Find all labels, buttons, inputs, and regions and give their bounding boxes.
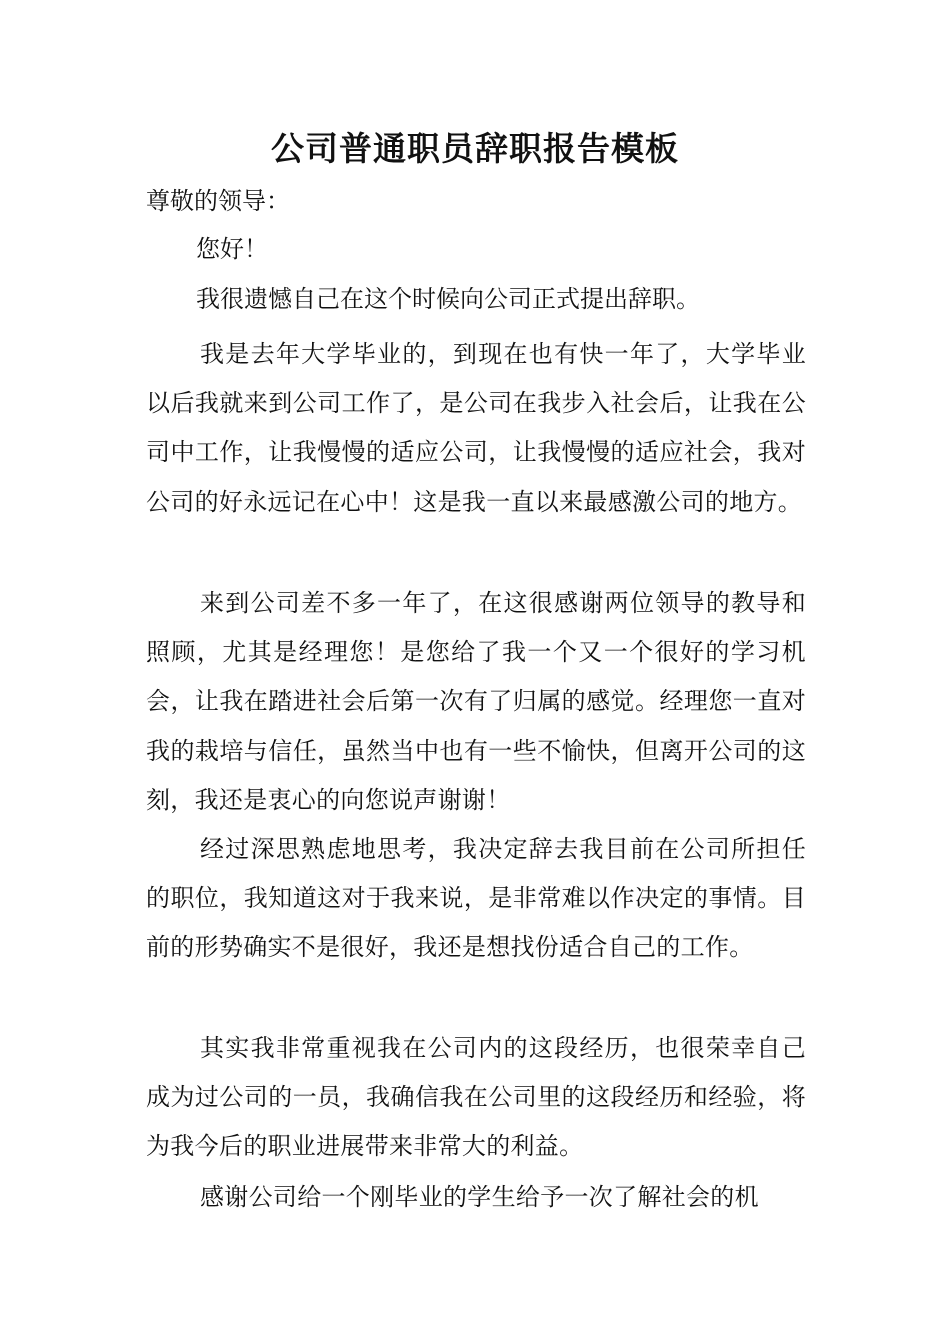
body-paragraph: 经过深思熟虑地思考，我决定辞去我目前在公司所担任的职位，我知道这对于我来说，是非常难以作决定的事情。目前的形势确实不是很好，我还是想找份适合自己的工作。 (146, 835, 806, 962)
intro-sentence: 我很遗憾自己在这个时候向公司正式提出辞职。 (196, 285, 700, 313)
body-paragraph: 感谢公司给一个刚毕业的学生给予一次了解社会的机 (200, 1183, 759, 1211)
greeting: 您好！ (196, 235, 268, 263)
body-paragraph: 其实我非常重视我在公司内的这段经历，也很荣幸自己成为过公司的一员，我确信我在公司里的这段经历和经验，将为我今后的职业进展带来非常大的利益。 (146, 1034, 806, 1161)
body-paragraph: 我是去年大学毕业的，到现在也有快一年了，大学毕业以后我就来到公司工作了，是公司在我步入社会后，让我在公司中工作，让我慢慢的适应公司，让我慢慢的适应社会，我对公司的好永远记在心中！这是我一直以来最感激公司的地方。 (146, 340, 806, 516)
salutation: 尊敬的领导： (146, 187, 290, 215)
body-paragraph: 来到公司差不多一年了，在这很感谢两位领导的教导和照顾，尤其是经理您！是您给了我一个又一个很好的学习机会，让我在踏进社会后第一次有了归属的感觉。经理您一直对我的栽培与信任，虽然当中也有一些不愉快，但离开公司的这刻，我还是衷心的向您说声谢谢！ (146, 589, 806, 814)
document-title: 公司普通职员辞职报告模板 (271, 129, 679, 168)
